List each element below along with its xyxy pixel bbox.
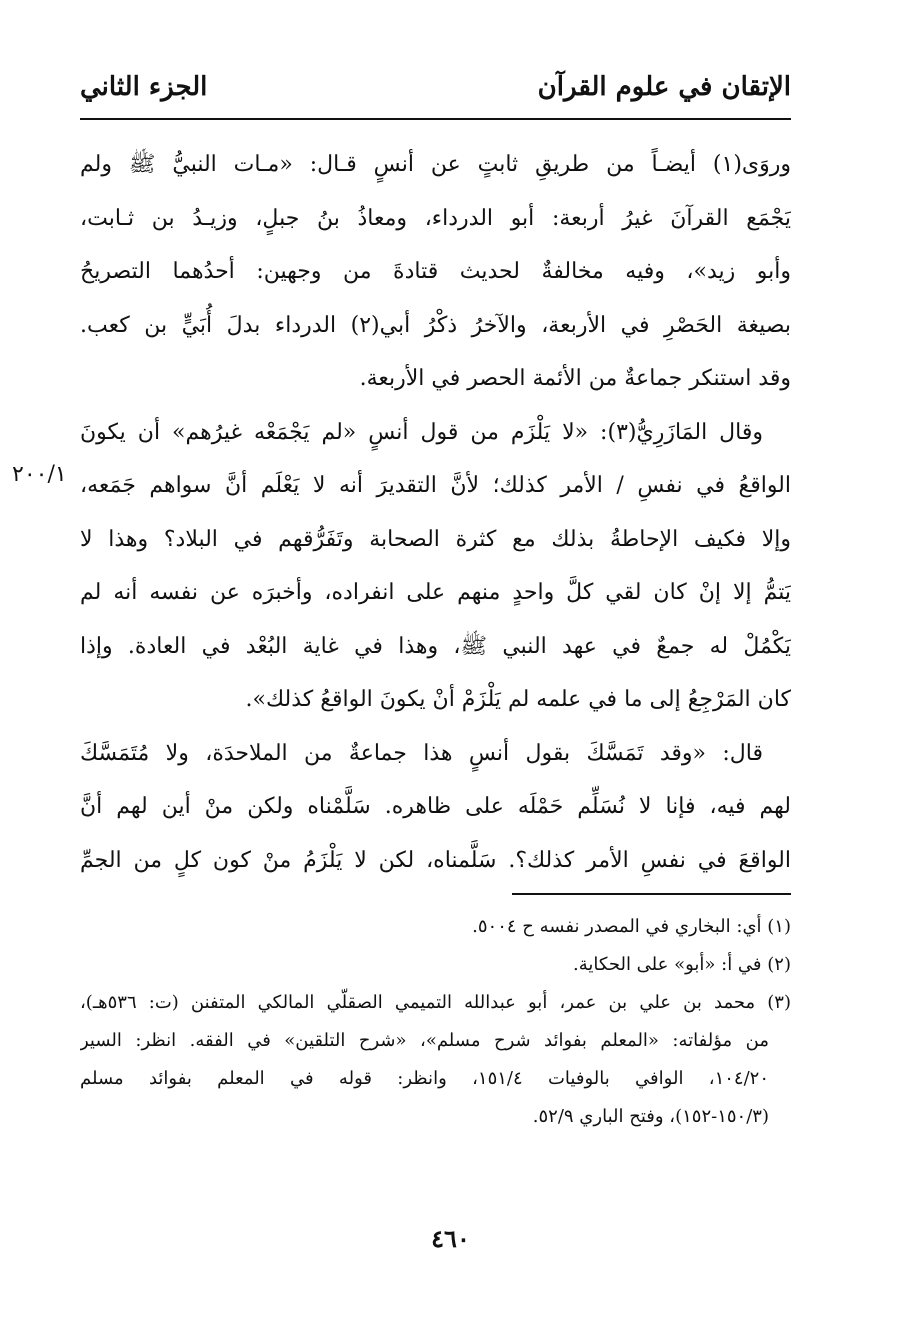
footnote-1: (١) أي: البخاري في المصدر نفسه ح ٥٠٠٤.: [472, 916, 791, 937]
footnote-3: (٣) محمد بن علي بن عمر، أبو عبدالله التميمي الصقلّي المالكي المتفنن (ت: ٥٣٦هـ)،: [80, 992, 791, 1013]
text-line: كان المَرْجِعُ إلى ما في علمه لم يَلْزَمْ أنْ يكونَ الواقعُ كذلك».: [245, 687, 791, 712]
footnote-3-continued: (١٥٠/٣-١٥٢)، وفتح الباري ٥٢/٩.: [532, 1106, 769, 1127]
header-rule: [80, 118, 791, 120]
text-line: الواقعُ في نفسِ / الأمر كذلك؛ لأنَّ التقديرَ أنه لا يَعْلَم أنَّ سواهم جَمَعه،: [80, 473, 791, 498]
text-line: يَجْمَع القرآنَ غيرُ أربعة: أبو الدرداء، ومعاذُ بنُ جبلٍ، وزيـدُ بن ثـابت،: [80, 205, 791, 231]
footnote-3-continued: من مؤلفاته: «المعلم بفوائد شرح مسلم»، «شرح التلقين» في الفقه. انظر: السير: [80, 1030, 769, 1051]
footnote-rule: [512, 893, 791, 895]
running-header: [80, 66, 791, 110]
text-line: لهم فيه، فإنا لا نُسَلِّم حَمْلَه على ظاهره. سَلَّمْناه ولكن منْ أين لهم أنَّ: [80, 794, 791, 819]
volume-label: الجزء الثاني: [80, 72, 208, 102]
page-number: ٤٦٠: [431, 1224, 470, 1253]
text-line: يَتمُّ إلا إنْ كان لقي كلَّ واحدٍ منهم على انفراده، وأخبرَه عن نفسه أنه لم: [80, 580, 791, 605]
text-line: وأبو زيد»، وفيه مخالفةٌ لحديث قتادةَ من وجهين: أحدُهما التصريحُ: [80, 259, 791, 284]
text-line: قال: «وقد تَمَسَّكَ بقول أنسٍ هذا جماعةٌ من الملاحدَة، ولا مُتَمَسَّكَ: [80, 740, 763, 766]
text-line: وقال المَازَرِيُّ(٣): «لا يَلْزَم من قول أنسٍ «لم يَجْمَعْه غيرُهم» أن يكونَ: [80, 419, 763, 445]
text-line: وإلا فكيف الإحاطةُ بذلك مع كثرة الصحابة وتَفَرُّقهم في البلاد؟ وهذا لا: [80, 526, 791, 552]
margin-page-reference: ٢٠٠/١: [12, 462, 67, 487]
text-line: يَكْمُلْ له جمعٌ في عهد النبي ﷺ، وهذا في غاية البُعْد في العادة. وإذا: [80, 633, 791, 659]
footnote-3-continued: ١٠٤/٢٠، الوافي بالوفيات ١٥١/٤، وانظر: قوله في المعلم بفوائد مسلم: [80, 1068, 769, 1089]
footnote-2: (٢) في أ: «أبو» على الحكاية.: [573, 954, 791, 975]
text-line: بصيغة الحَصْرِ في الأربعة، والآخرُ ذكْرُ أبي(٢) الدرداء بدلَ أُبَيٍّ بن كعب.: [80, 312, 791, 338]
footnotes: [80, 908, 791, 1136]
book-title: الإتقان في علوم القرآن: [537, 72, 791, 102]
text-line: وقد استنكر جماعةٌ من الأئمة الحصر في الأربعة.: [359, 366, 791, 391]
main-text: [80, 138, 791, 887]
text-line: وروَى(١) أيضـاً من طريقِ ثابتٍ عن أنسٍ قـال: «مـات النبيُّ ﷺ ولم: [80, 152, 791, 177]
text-line: الواقعَ في نفسِ الأمر كذلك؟. سَلَّمناه، لكن لا يَلْزَمُ منْ كون كلٍ من الجمِّ: [80, 847, 791, 873]
